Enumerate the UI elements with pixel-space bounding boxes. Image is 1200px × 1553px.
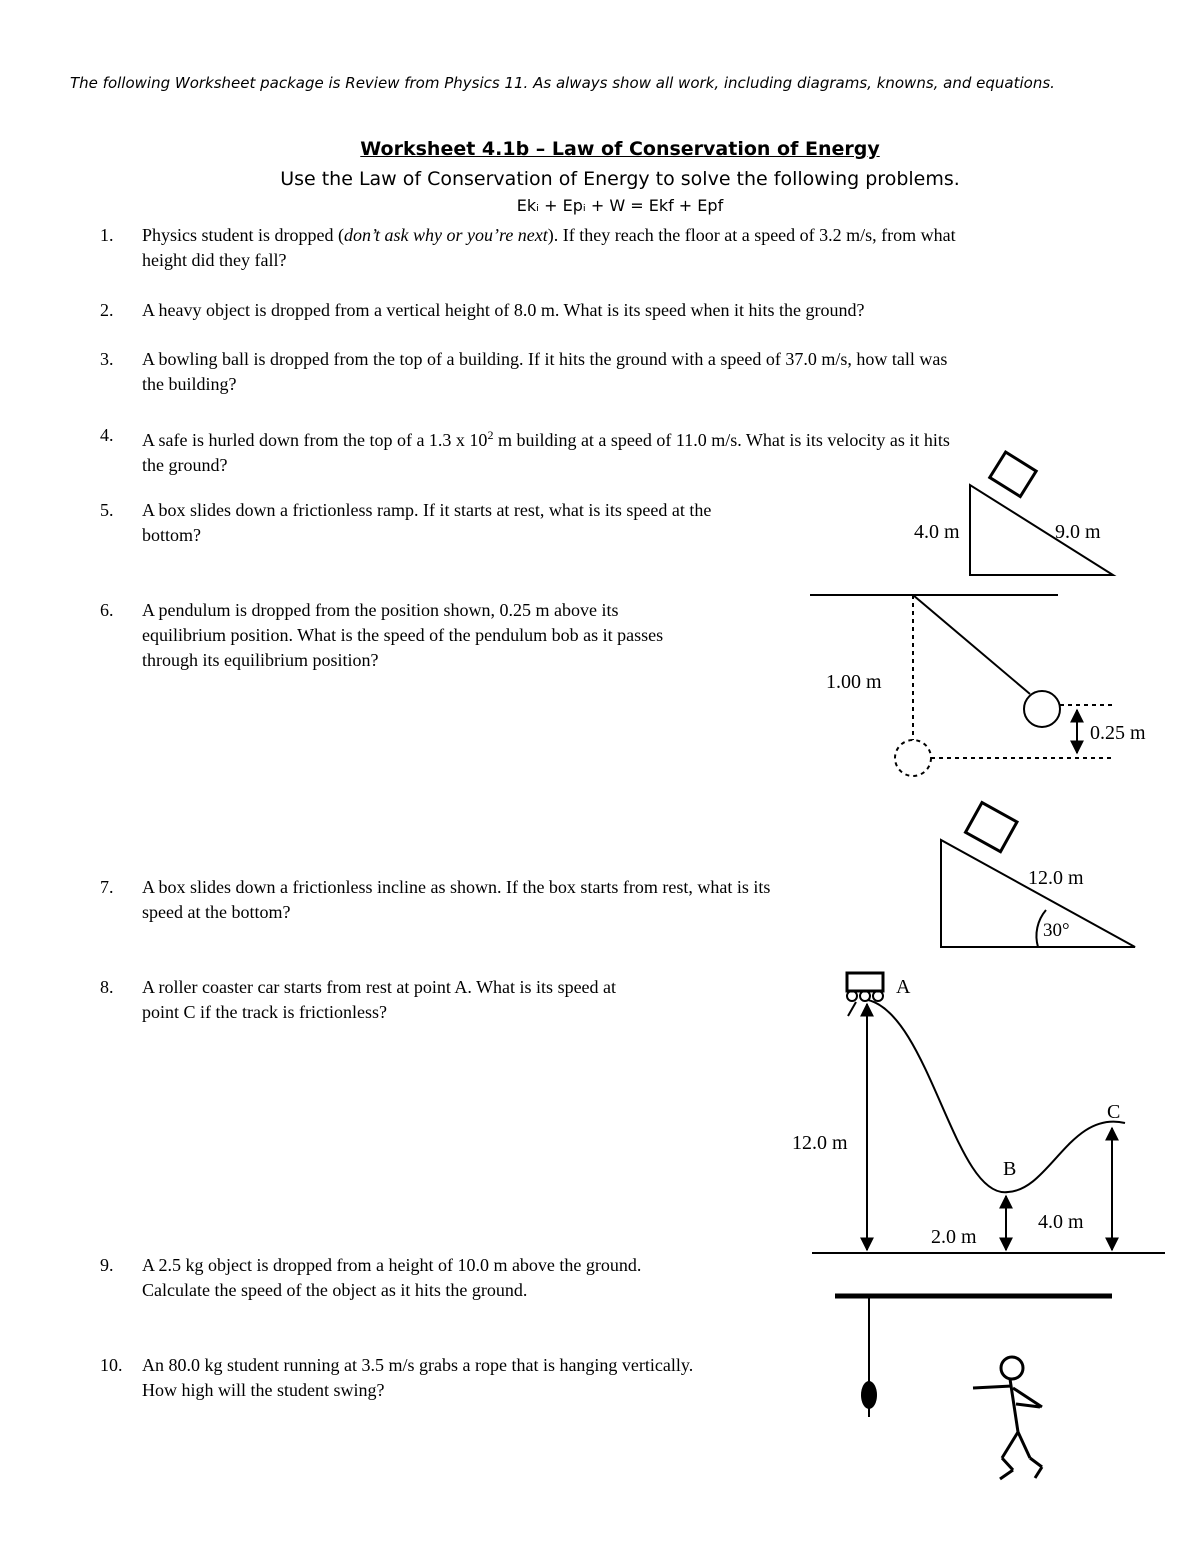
question-text: A bowling ball is dropped from the top of a building. If it hits the ground with a speed of 37.0 m/s, how tall was	[142, 349, 948, 369]
point-c-label: C	[1107, 1101, 1121, 1123]
pendulum-length-label: 1.00 m	[826, 671, 882, 693]
rope-figure	[835, 1296, 1112, 1417]
worksheet-title: Worksheet 4.1b – Law of Conservation of Energy	[360, 138, 880, 160]
question-text: A roller coaster car starts from rest at point A. What is its speed at	[142, 977, 617, 997]
ramp-slope-label: 9.0 m	[1055, 521, 1101, 543]
question-text: A heavy object is dropped from a vertical height of 8.0 m. What is its speed when it hits the ground?	[142, 300, 865, 320]
question-text: Physics student is dropped (	[142, 225, 344, 245]
question-number: 3.	[100, 349, 114, 369]
worksheet-subtitle: Use the Law of Conservation of Energy to solve the following problems.	[280, 168, 960, 190]
question-text: A pendulum is dropped from the position shown, 0.25 m above its	[142, 600, 619, 620]
question-text: height did they fall?	[142, 250, 287, 270]
height-c-label: 4.0 m	[1038, 1211, 1084, 1233]
intro-text: The following Worksheet package is Review from Physics 11. As always show all work, including diagrams, knowns, and equations.	[70, 74, 1055, 92]
question-text: point C if the track is frictionless?	[142, 1002, 387, 1022]
ramp-figure	[914, 452, 1113, 575]
question-number: 7.	[100, 877, 114, 897]
height-b-label: 2.0 m	[931, 1226, 977, 1248]
student-figure	[973, 1357, 1042, 1479]
coaster-car	[847, 973, 883, 1016]
question-number: 10.	[100, 1355, 123, 1375]
pendulum-rise-label: 0.25 m	[1090, 722, 1146, 744]
incline-triangle	[941, 840, 1135, 947]
pendulum-bob-equilibrium	[895, 740, 931, 776]
rope-weight	[861, 1381, 877, 1409]
incline-slope-label: 12.0 m	[1028, 867, 1084, 889]
incline-box	[966, 803, 1017, 852]
coaster-figure	[792, 973, 1165, 1253]
question-number: 9.	[100, 1255, 114, 1275]
question-text: the ground?	[142, 455, 228, 475]
question-text: equilibrium position. What is the speed of the pendulum bob as it passes	[142, 625, 664, 645]
question-text: Calculate the speed of the object as it hits the ground.	[142, 1280, 528, 1300]
question-number: 1.	[100, 225, 114, 245]
question-number: 2.	[100, 300, 114, 320]
question-text: the building?	[142, 374, 237, 394]
question-text: through its equilibrium position?	[142, 650, 379, 670]
student-head	[1001, 1357, 1023, 1379]
question-text: How high will the student swing?	[142, 1380, 385, 1400]
question-text: A safe is hurled down from the top of a 1.3 x 10	[142, 430, 488, 450]
point-b-label: B	[1003, 1158, 1017, 1180]
question-text: bottom?	[142, 525, 201, 545]
question-number: 4.	[100, 425, 114, 445]
question-text: m building at a speed of 11.0 m/s. What is its velocity as it hits	[493, 430, 950, 450]
question-number: 5.	[100, 500, 114, 520]
question-number: 6.	[100, 600, 114, 620]
height-a-label: 12.0 m	[792, 1132, 848, 1154]
question-text: A 2.5 kg object is dropped from a height of 10.0 m above the ground.	[142, 1255, 642, 1275]
question-text: speed at the bottom?	[142, 902, 291, 922]
ramp-height-label: 4.0 m	[914, 521, 960, 543]
pendulum-string	[913, 595, 1030, 694]
question-number: 8.	[100, 977, 114, 997]
exponent: 2	[487, 428, 494, 442]
pendulum-figure	[810, 595, 1146, 776]
point-a-label: A	[896, 976, 911, 998]
question-text: An 80.0 kg student running at 3.5 m/s grabs a rope that is hanging vertically.	[142, 1355, 694, 1375]
ramp-box	[990, 452, 1036, 497]
pendulum-bob	[1024, 691, 1060, 727]
coaster-track	[868, 1000, 1125, 1192]
question-emphasis: don’t ask why or you’re next	[344, 225, 548, 245]
incline-figure	[941, 803, 1135, 947]
question-text: A box slides down a frictionless ramp. If it starts at rest, what is its speed at the	[142, 500, 712, 520]
question-text: A box slides down a frictionless incline as shown. If the box starts from rest, what is its	[142, 877, 771, 897]
question-text: ). If they reach the floor at a speed of 3.2 m/s, from what	[547, 225, 956, 245]
incline-angle-label: 30°	[1043, 920, 1070, 941]
energy-equation: Ekᵢ + Epᵢ + W = Ekf + Epf	[516, 196, 724, 215]
